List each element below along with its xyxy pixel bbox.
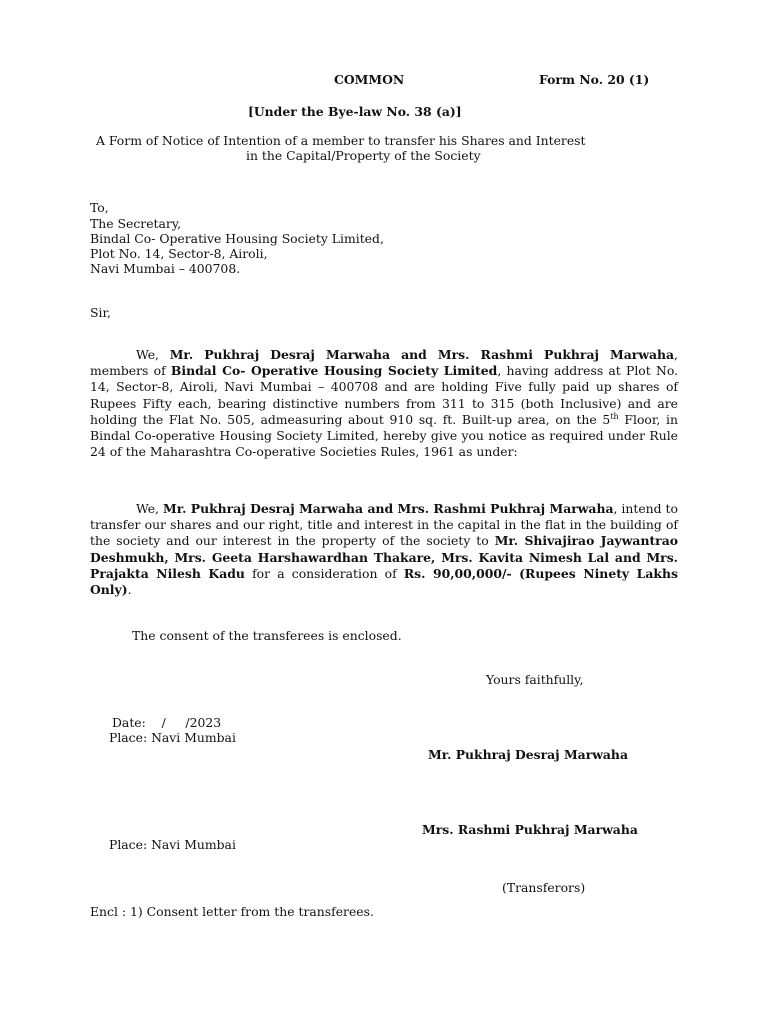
address-line-4: Navi Mumbai – 400708. (90, 261, 241, 276)
closing: Yours faithfully, (486, 672, 584, 687)
bye-law-reference: [Under the Bye-law No. 38 (a)] (248, 104, 462, 119)
society-name: Bindal Co- Operative Housing Society Limited (170, 363, 498, 379)
consideration-amount: Rs. 90,00,000/- (Rupees Ninety Lakhs Only) (90, 565, 678, 598)
signatory-1: Mr. Pukhraj Desraj Marwaha (428, 747, 628, 762)
form-subtitle-line1: A Form of Notice of Intention of a member to transfer his Shares and Interest (96, 133, 586, 148)
consent-statement: The consent of the transferees is enclosed. (132, 628, 402, 643)
notice-paragraph-2: We, Mr. Pukhraj Desraj Marwaha and Mrs. Rashmi Pukhraj Marwaha, intend to transfer our shares and our right, title and interest in the capital in the flat in the building of the society and our interest in the property of the society to Mr. Shivajirao Jaywantrao Deshmukh, Mrs. Geeta Harshawardhan Thakare, Mrs. Kavita Nimesh Lal and Mrs. Prajakta Nilesh Kadu for a consideration of Rs. 90,00,000/- (Rupees Ninety Lakhs Only). (90, 501, 679, 598)
address-line-3: Plot No. 14, Sector-8, Airoli, (90, 246, 268, 261)
member-names: Mr. Pukhraj Desraj Marwaha and Mrs. Rashmi Pukhraj Marwaha (162, 501, 614, 516)
form-number: Form No. 20 (1) (539, 72, 650, 87)
form-subtitle-line2: in the Capital/Property of the Society (246, 148, 481, 163)
salutation: Sir, (90, 305, 111, 320)
date-line: Date: / /2023 (112, 715, 222, 730)
address-line-2: Bindal Co- Operative Housing Society Limited, (90, 231, 384, 246)
signatory-2: Mrs. Rashmi Pukhraj Marwaha (422, 822, 638, 837)
place-line-2: Place: Navi Mumbai (109, 837, 236, 852)
enclosure-line: Encl : 1) Consent letter from the transferees. (90, 904, 374, 919)
place-line-1: Place: Navi Mumbai (109, 730, 236, 745)
notice-paragraph-1: We, Mr. Pukhraj Desraj Marwaha and Mrs. Rashmi Pukhraj Marwaha, members of Bindal Co- Operative Housing Society Limited, having address at Plot No. 14, Sector-8, Airoli, Navi Mumbai – 400708 and are holding Five fully paid up shares of Rupees Fifty each, bearing distinctive numbers from 311 to 315 (both Inclusive) and are holding the Flat No. 505, admeasuring about 910 sq. ft. Built-up area, on the 5th Floor, in Bindal Co-operative Housing Society Limited, hereby give you notice as required under Rule 24 of the Maharashtra Co-operative Societies Rules, 1961 as under: (90, 347, 678, 460)
address-line-1: The Secretary, (90, 216, 182, 231)
address-to: To, (90, 200, 109, 215)
member-names: Mr. Pukhraj Desraj Marwaha and Mrs. Rashmi Pukhraj Marwaha (169, 347, 675, 362)
transferee-names: Mr. Shivajirao Jaywantrao Deshmukh, Mrs. Geeta Harshawardhan Thakare, Mrs. Kavita Nimesh Lal and Mrs. Prajakta Nilesh Kadu (90, 533, 679, 581)
common-label: COMMON (334, 72, 405, 87)
transferors-label: (Transferors) (502, 880, 586, 895)
